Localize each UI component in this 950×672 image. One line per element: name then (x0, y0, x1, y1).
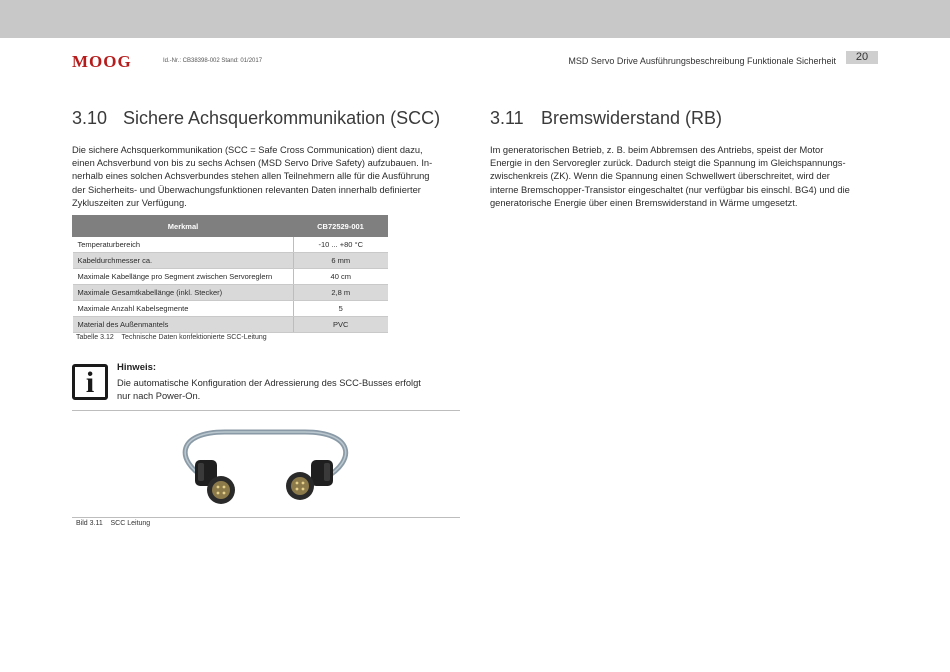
page-number: 20 (846, 51, 878, 64)
table-row (73, 317, 388, 333)
row-value: 40 cm (294, 269, 388, 285)
row-value: -10 ... +80 °C (294, 237, 388, 253)
text-line: interne Bremschopper-Transistor eingeschaltet (nur verfügbar bis einschl. BG4) und die (490, 184, 850, 195)
row-label: Maximale Anzahl Kabelsegmente (73, 301, 294, 317)
scc-intro-paragraph (72, 144, 462, 210)
row-value: 2,8 m (294, 285, 388, 301)
table-row (73, 285, 388, 301)
text-line: Die sichere Achsquerkommunikation (SCC = Safe Cross Communication) dient dazu, (72, 145, 423, 155)
document-title: MSD Servo Drive Ausführungsbeschreibung Funktionale Sicherheit (568, 56, 836, 66)
figure-caption (76, 520, 150, 527)
row-label: Temperaturbereich (73, 237, 294, 253)
column-header-feature: Merkmal (73, 216, 294, 237)
moog-logo: MOOG (72, 52, 132, 71)
note-divider (72, 410, 460, 411)
text-line: Energie in den Servoregler zurück. Dadurch steigt die Spannung im Gleichspannungs- (490, 158, 846, 169)
text-line: nur nach Power-On. (117, 391, 201, 401)
document-id: Id.-Nr.: CB38398-002 Stand: 01/2017 (163, 58, 263, 64)
scc-cable-spec-table (72, 215, 388, 333)
text-line: Die automatische Konfiguration der Adressierung des SCC-Busses erfolgt (117, 378, 421, 388)
section-title: Sichere Achsquerkommunikation (SCC) (123, 108, 441, 128)
figure-caption-text: SCC Leitung (110, 520, 151, 527)
table-row (73, 269, 388, 285)
top-bar (0, 0, 950, 38)
scc-cable-photo (165, 420, 365, 516)
section-number: 3.11 (490, 108, 524, 128)
note-text (117, 377, 457, 403)
right-connector-icon (286, 460, 333, 500)
text-line: Zykluszeiten zur Verfügung. (72, 197, 187, 208)
text-line: nerhalb eines solchen Achsverbundes stehen allen Teilnehmern alle für die Ausführung (72, 171, 430, 182)
section-heading-rb (490, 108, 722, 129)
text-line: einen Achsverbund von bis zu sechs Achsen (MSD Servo Drive Safety) aufzubauen. In- (72, 158, 433, 169)
table-row (73, 237, 388, 253)
row-label: Maximale Gesamtkabellänge (inkl. Stecker) (73, 285, 294, 301)
section-heading-scc (72, 108, 440, 129)
text-line: Im generatorischen Betrieb, z. B. beim Abbremsen des Antriebs, speist der Motor (490, 145, 824, 155)
figure-caption-number: Bild 3.11 (76, 520, 103, 527)
row-value: 5 (294, 301, 388, 317)
table-row (73, 253, 388, 269)
row-label: Material des Außenmantels (73, 317, 294, 333)
row-value: 6 mm (294, 253, 388, 269)
table-row (73, 301, 388, 317)
column-header-part-number: CB72529-001 (294, 216, 388, 237)
text-line: zwischenkreis (ZK). Wenn die Spannung einen Schwellwert überschreitet, wird der (490, 171, 830, 182)
info-icon: i (72, 364, 108, 400)
text-line: der Sicherheits- und Überwachungsfunktionen relevanten Daten innerhalb definierter (72, 184, 421, 195)
row-value: PVC (294, 317, 388, 333)
table-caption-number: Tabelle 3.12 (76, 334, 114, 341)
section-number: 3.10 (72, 108, 108, 128)
table-caption-text: Technische Daten konfektionierte SCC-Leitung (121, 334, 267, 341)
text-line: generatorische Energie über einen Bremswiderstand in Wärme umgesetzt. (490, 197, 798, 208)
note-title: Hinweis: (117, 362, 157, 373)
left-connector-icon (195, 460, 235, 504)
row-label: Kabeldurchmesser ca. (73, 253, 294, 269)
figure-divider (72, 517, 460, 518)
rb-body-paragraph (490, 144, 885, 210)
section-title: Bremswiderstand (RB) (541, 108, 723, 128)
table-caption (76, 334, 267, 341)
row-label: Maximale Kabellänge pro Segment zwischen Servoreglern (73, 269, 294, 285)
